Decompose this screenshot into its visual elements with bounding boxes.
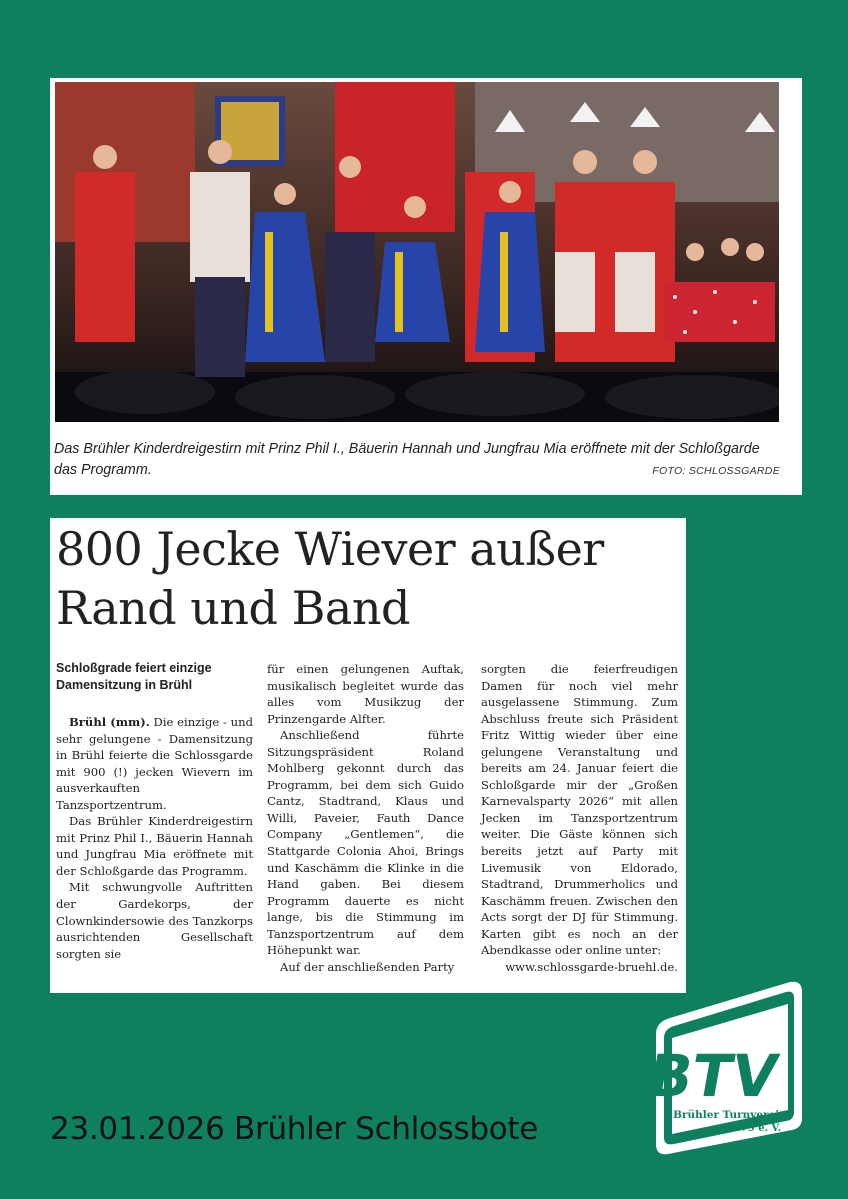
article-website: www.schlossgarde-bruehl.de. <box>505 959 678 974</box>
btv-logo-icon <box>652 978 806 1158</box>
article-paragraph: sorgten die feierfreudigen Damen für noch viel mehr ausgelassene Stimmung. Zum Abschluss freute sich Präsident Fritz Wittig wieder über eine gelungene Veranstaltung und bereits am 24. Januar feiert die Schloßgarde mir der „Großen Karnevalsparty 2026“ mit allen Jecken im Tanzsportzentrum weiter. Die Gäste können sich bereits jetzt auf Party mit Livemusik von Eldorado, Stadtrand, Drummerholics und Kaschämm freuen. Zwischen den Acts sorgt der DJ für Stimmung. Karten gibt es noch an der Abendkasse oder online unter: <box>481 662 678 958</box>
publication-date-source: 23.01.2026 Brühler Schlossbote <box>50 1111 539 1147</box>
article-column-3 <box>481 661 678 975</box>
logo-club-name: Brühler Turnverein <box>673 1109 787 1121</box>
stage-scene-illustration <box>55 82 779 422</box>
article-paragraph <box>56 714 253 813</box>
article-clipping <box>50 518 686 993</box>
article-column-2 <box>267 661 464 975</box>
article-column-1 <box>56 714 253 962</box>
article-paragraph: für einen gelungenen Auftak, musikalisch begleitet wurde das alles vom Musikzug der Prinzengarde Alfter. <box>267 662 464 726</box>
logo-year: 1879 e. V. <box>726 1123 782 1134</box>
article-text: Die einzige - und sehr gelungene - Damensitzung in Brühl feierte die Schlossgarde mit 900 (!) jecken Wievern im ausverkauften Tanzsportzentrum. <box>56 715 253 812</box>
article-paragraph: Anschließend führte Sitzungspräsident Roland Mohlberg gekonnt durch das Programm, bei dem sich Guido Cantz, Stadtrand, Klaus und Willi, Paveier, Fauth Dance Company „Gentlemen“, die Stattgarde Colonia Ahoi, Brings und Kaschämm die Klinke in die Hand gaben. Bei diesem Programm dauerte es nicht lange, bis die Stimmung im Tanzsportzentrum auf dem Höhepunkt war. <box>267 728 464 958</box>
logo-letters: BTV <box>652 1042 783 1110</box>
carnival-stage-photo <box>55 82 779 422</box>
article-paragraph: Mit schwungvolle Auftritten der Gardekorps, der Clownkindersowie des Tanzkorps ausrichtenden Gesellschaft sorgten sie <box>56 880 253 961</box>
article-headline: 800 Jecke Wiever außer Rand und Band <box>56 522 604 635</box>
photo-card <box>50 78 802 495</box>
article-paragraph: Auf der anschließenden Party <box>280 959 455 974</box>
photo-caption: Das Brühler Kinderdreigestirn mit Prinz Phil I., Bäuerin Hannah und Jungfrau Mia eröffnete mit der Schloßgarde das Programm. <box>54 441 760 478</box>
article-paragraph: Das Brühler Kinderdreigestirn mit Prinz Phil I., Bäuerin Hannah und Jungfrau Mia eröffnete mit der Schloßgarde das Programm. <box>56 814 253 878</box>
photo-credit: FOTO: SCHLOSSGARDE <box>652 465 780 477</box>
article-dateline: Brühl (mm). <box>69 715 150 729</box>
btv-logo <box>652 978 806 1158</box>
article-subheadline: Schloßgrade feiert einzige Damensitzung in Brühl <box>56 661 212 692</box>
